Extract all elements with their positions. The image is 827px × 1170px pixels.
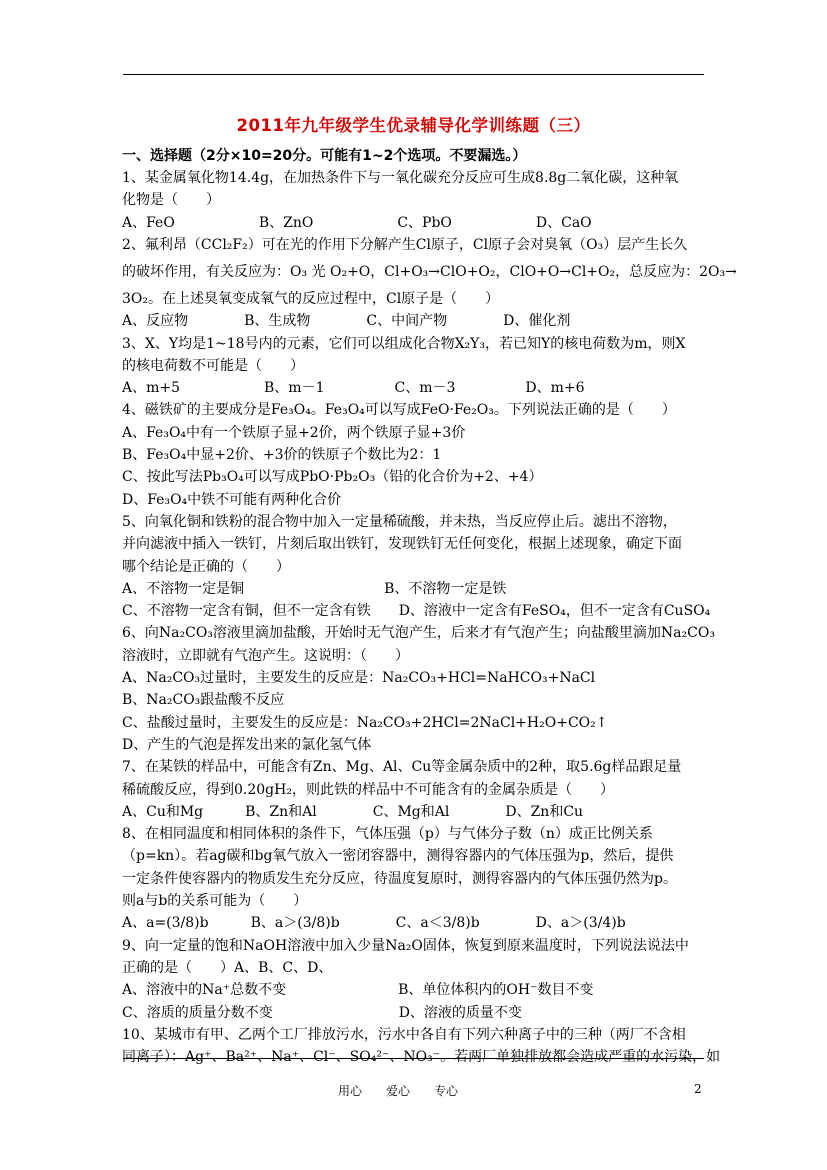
text-line: 8、在相同温度和相同体积的条件下，气体压强（p）与气体分子数（n）成正比例关系 [122, 826, 653, 843]
text-line: 一定条件使容器内的物质发生充分反应，待温度复原时，测得容器内的气体压强仍然为p。 [122, 870, 677, 887]
text-line: 4、磁铁矿的主要成分是Fe₃O₄。Fe₃O₄可以写成FeO·Fe₂O₃。下列说法正确的是（ ） [122, 402, 676, 419]
text-line: D、Fe₃O₄中铁不可能有两种化合价 [122, 491, 342, 508]
text-line: A、m+5 B、m－1 C、m－3 D、m+6 [122, 380, 585, 397]
text-line: 正确的是（ ）A、B、C、D、 [122, 959, 333, 976]
text-line: 3、X、Y均是1~18号内的元素，它们可以组成化合物X₂Y₃，若已知Y的核电荷数为m，则X [122, 335, 686, 352]
text-line: C、溶质的质量分数不变 D、溶液的质量不变 [122, 1004, 522, 1021]
text-line: A、Cu和Mg B、Zn和Al C、Mg和Al D、Zn和Cu [122, 803, 584, 820]
page-title: 2011年九年级学生优录辅导化学训练题（三） [236, 116, 591, 135]
text-line: C、不溶物一定含有铜，但不一定含有铁 D、溶液中一定含有FeSO₄，但不一定含有CuSO₄ [122, 603, 711, 620]
text-line: 则a与b的关系可能为（ ） [122, 893, 308, 909]
text-line: 10、某城市有甲、乙两个工厂排放污水，污水中各自有下列六种离子中的三种（两厂不含相 [122, 1026, 686, 1043]
text-line: A、FeO B、ZnO C、PbO D、CaO [122, 214, 592, 231]
footer-motto: 用心 爱心 专心 [338, 1084, 459, 1098]
text-line: 7、在某铁的样品中，可能含有Zn、Mg、Al、Cu等金属杂质中的2种，取5.6g样品跟足量 [122, 759, 682, 776]
text-line: B、Fe₃O₄中显+2价、+3价的铁原子个数比为2：1 [122, 447, 442, 463]
header-rule [123, 74, 704, 75]
text-line: 9、向一定量的饱和NaOH溶液中加入少量Na₂O固体，恢复到原来温度时，下列说法说法中 [122, 937, 689, 954]
text-line: 并向滤液中插入一铁钉，片刻后取出铁钉，发现铁钉无任何变化，根据上述现象，确定下面 [122, 536, 682, 553]
text-line: A、Na₂CO₃过量时，主要发生的反应是：Na₂CO₃+HCl=NaHCO₃+NaCl [122, 670, 596, 686]
text-line: A、反应物 B、生成物 C、中间产物 D、催化剂 [122, 313, 571, 330]
text-line: 3O₂。在上述臭氧变成氧气的反应过程中，Cl原子是（ ） [122, 290, 500, 307]
text-line: 化物是（ ） [122, 192, 220, 209]
text-line: A、Fe₃O₄中有一个铁原子显+2价，两个铁原子显+3价 [122, 424, 466, 441]
text-line: C、盐酸过量时，主要发生的反应是：Na₂CO₃+2HCl=2NaCl+H₂O+CO₂↑ [122, 714, 608, 731]
text-line: A、不溶物一定是铜 B、不溶物一定是铁 [122, 580, 507, 597]
text-line: C、按此写法Pb₃O₄可以写成PbO·Pb₂O₃（铅的化合价为+2、+4） [122, 469, 543, 486]
text-line: 2、氟利昂（CCl₂F₂）可在光的作用下分解产生Cl原子，Cl原子会对臭氧（O₃）层产生长久 [122, 236, 688, 253]
text-line: A、溶液中的Na⁺总数不变 B、单位体积内的OH⁻数目不变 [122, 982, 594, 999]
text-line: 的破坏作用，有关反应为：O₃ 光 O₂+O，Cl+O₃→ClO+O₂，ClO+O→Cl+O₂，总反应为：2O₃→ [122, 263, 737, 280]
section-heading: 一、选择题（2分×10=20分。可能有1~2个选项。不要漏选。） [122, 148, 527, 164]
text-line: B、Na₂CO₃跟盐酸不反应 [122, 692, 285, 709]
text-line: 6、向Na₂CO₃溶液里滴加盐酸，开始时无气泡产生，后来才有气泡产生；向盐酸里滴加Na₂CO₃ [122, 625, 715, 642]
text-line: 溶液时，立即就有气泡产生。这说明：（ ） [122, 647, 409, 664]
text-line: A、a=(3/8)b B、a＞(3/8)b C、a＜3/8)b D、a＞(3/4)b [122, 915, 626, 932]
text-line: 的核电荷数不可能是（ ） [122, 357, 304, 374]
footer-rule [123, 1058, 704, 1059]
text-line: 哪个结论是正确的（ ） [122, 558, 290, 575]
text-line: （p=kn）。若ag碳和bg氧气放入一密闭容器中，测得容器内的气体压强为p，然后，提供 [122, 848, 674, 865]
text-line: 同离子）：Ag⁺、Ba²⁺、Na⁺、Cl⁻、SO₄²⁻、NO₃⁻。若两厂单独排放都会造成严重的水污染，如 [122, 1049, 721, 1066]
page-number: 2 [694, 1082, 702, 1096]
text-line: 稀硫酸反应，得到0.20gH₂，则此铁的样品中不可能含有的金属杂质是（ ） [122, 781, 614, 798]
text-line: D、产生的气泡是挥发出来的氯化氢气体 [122, 736, 372, 753]
text-line: 5、向氧化铜和铁粉的混合物中加入一定量稀硫酸，并未热，当反应停止后。滤出不溶物， [122, 513, 677, 530]
text-line: 1、某金属氧化物14.4g，在加热条件下与一氧化碳充分反应可生成8.8g二氧化碳，这种氧 [122, 170, 679, 186]
